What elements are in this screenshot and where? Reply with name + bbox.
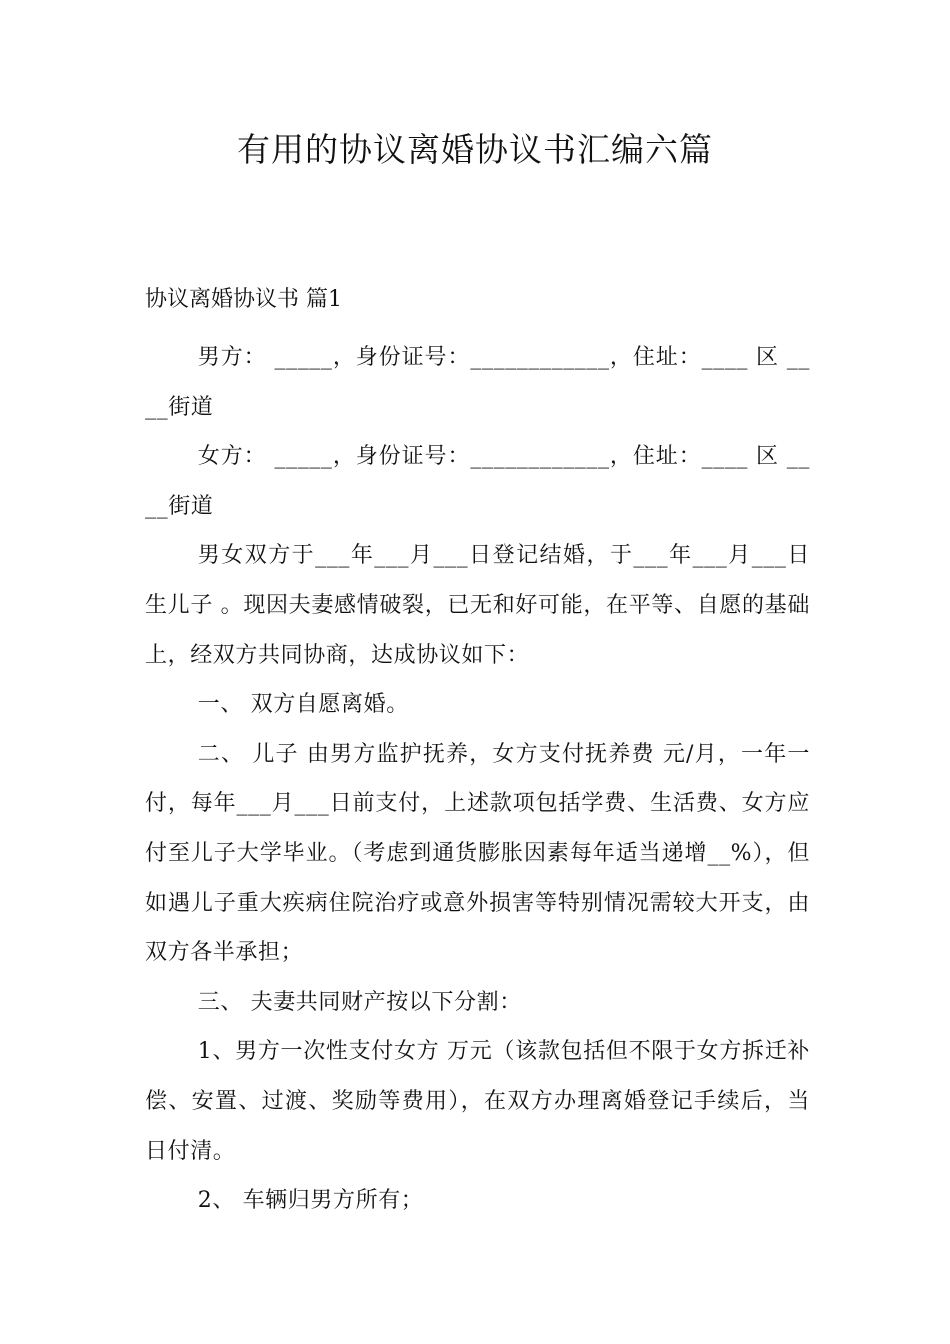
marriage-background-paragraph: 男女双方于___年___月___日登记结婚，于___年___月___日生儿子 。现因夫妻感情破裂，已无和好可能，在平等、自愿的基础上，经双方共同协商，达成协议如下： xyxy=(145,543,810,668)
agreement-body xyxy=(145,333,810,1226)
property-item-2-paragraph: 2、 车辆归男方所有； xyxy=(197,1188,424,1214)
page-title: 有用的协议离婚协议书汇编六篇 xyxy=(237,130,713,169)
clause-2-paragraph: 二、 儿子 由男方监护抚养，女方支付抚养费 元/月，一年一付，每年___月___日前支付，上述款项包括学费、生活费、女方应付至儿子大学毕业。（考虑到通货膨胀因素每年适当递增__%），但如遇儿子重大疾病住院治疗或意外损害等特别情况需较大开支，由双方各半承担； xyxy=(145,741,810,966)
husband-info-paragraph: 男方： _____，身份证号：____________，住址：____ 区 ____街道 xyxy=(145,345,810,420)
property-item-1-paragraph: 1、男方一次性支付女方 万元（该款包括但不限于女方拆迁补偿、安置、过渡、奖励等费用），在双方办理离婚登记手续后，当日付清。 xyxy=(145,1039,810,1164)
section-heading: 协议离婚协议书 篇1 xyxy=(145,287,342,312)
clause-3-paragraph: 三、 夫妻共同财产按以下分割： xyxy=(197,989,522,1015)
clause-1-paragraph: 一、 双方自愿离婚。 xyxy=(197,692,409,718)
wife-info-paragraph: 女方： _____，身份证号：____________，住址：____ 区 ____街道 xyxy=(145,444,810,519)
